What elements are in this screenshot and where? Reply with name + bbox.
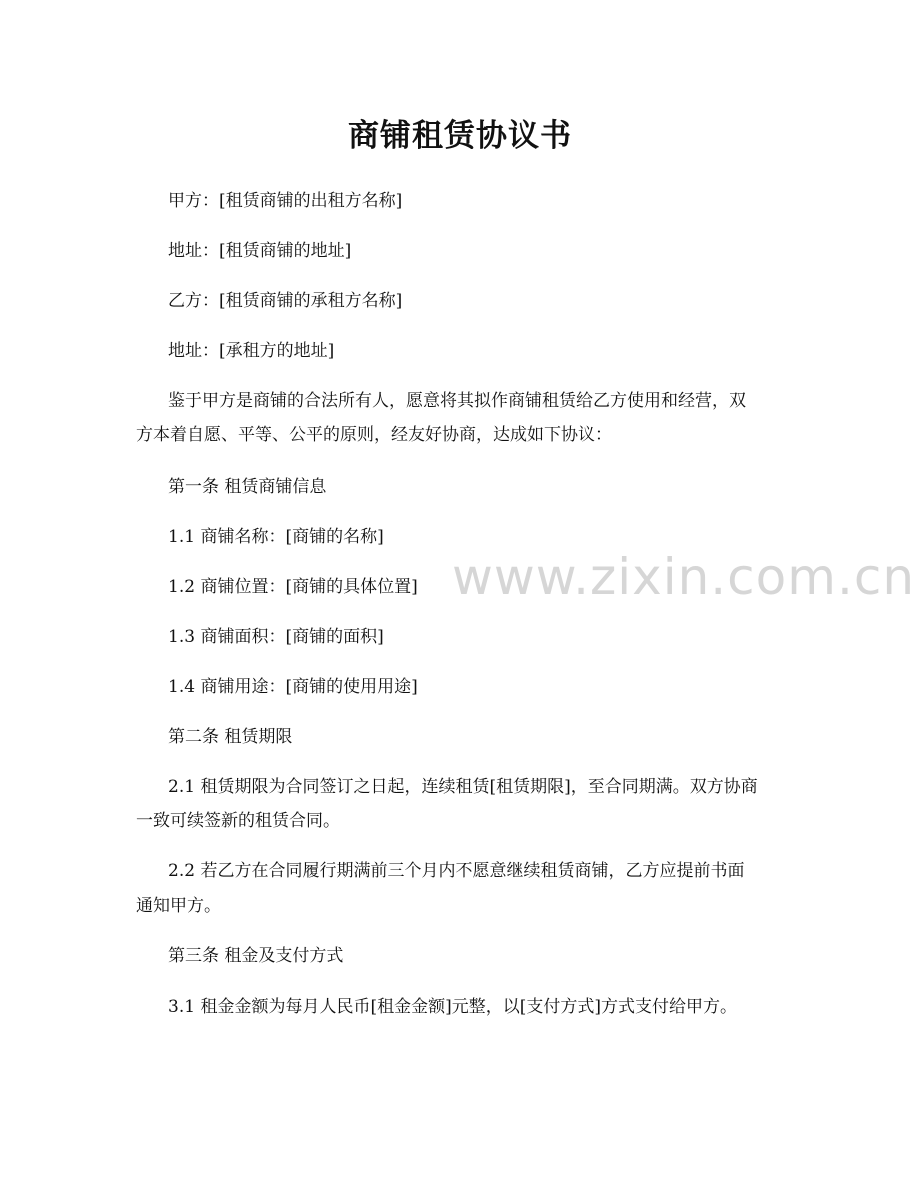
article-3-heading: 第三条 租金及支付方式: [168, 946, 344, 966]
clause-1-1: 1.1 商铺名称：[商铺的名称]: [168, 527, 384, 547]
clause-2-1-line-2: 一致可续签新的租赁合同。: [136, 811, 340, 831]
party-b-address-line: 地址：[承租方的地址]: [168, 341, 335, 361]
document-title: 商铺租赁协议书: [348, 118, 572, 154]
article-1-heading: 第一条 租赁商铺信息: [168, 477, 327, 497]
clause-3-1: 3.1 租金金额为每月人民币[租金金额]元整，以[支付方式]方式支付给甲方。: [168, 997, 737, 1017]
party-b-line: 乙方：[租赁商铺的承租方名称]: [168, 291, 403, 311]
clause-1-4: 1.4 商铺用途：[商铺的使用用途]: [168, 677, 418, 697]
article-2-heading: 第二条 租赁期限: [168, 727, 293, 747]
preamble-line-2: 方本着自愿、平等、公平的原则，经友好协商，达成如下协议：: [136, 425, 612, 445]
clause-2-1-line-1: 2.1 租赁期限为合同签订之日起，连续租赁[租赁期限]，至合同期满。双方协商: [168, 777, 758, 797]
clause-2-2-line-1: 2.2 若乙方在合同履行期满前三个月内不愿意继续租赁商铺，乙方应提前书面: [168, 861, 745, 881]
party-a-line: 甲方：[租赁商铺的出租方名称]: [168, 191, 403, 211]
party-a-address-line: 地址：[租赁商铺的地址]: [168, 241, 352, 261]
clause-2-2-line-2: 通知甲方。: [136, 896, 221, 916]
clause-1-2: 1.2 商铺位置：[商铺的具体位置]: [168, 577, 418, 597]
clause-1-3: 1.3 商铺面积：[商铺的面积]: [168, 627, 384, 647]
preamble-line-1: 鉴于甲方是商铺的合法所有人，愿意将其拟作商铺租赁给乙方使用和经营，双: [168, 391, 746, 411]
watermark-text: www.zixin.com.cn: [452, 548, 916, 606]
